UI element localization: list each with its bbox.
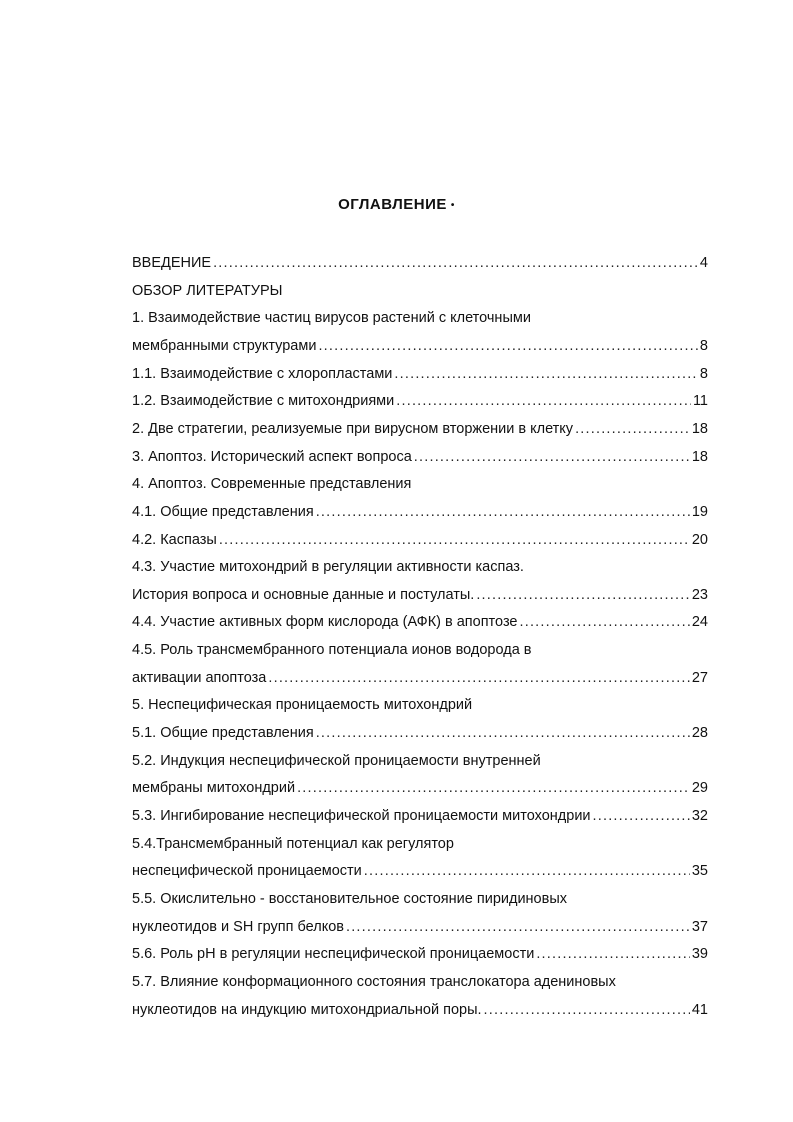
toc-entry xyxy=(132,972,708,992)
toc-entry xyxy=(132,695,708,715)
toc-entry-page: 19 xyxy=(691,504,708,520)
toc-leader-dots xyxy=(414,447,690,467)
toc-entry-title: 5. Неспецифическая проницаемость митохондрий xyxy=(132,697,473,713)
toc-entry-page: 18 xyxy=(691,421,708,437)
toc-leader-dots xyxy=(346,917,690,937)
toc-entry xyxy=(132,308,708,328)
toc-entry xyxy=(132,281,708,301)
toc-entry xyxy=(132,668,708,688)
toc-entry-title: нуклеотидов на индукцию митохондриальной поры. xyxy=(132,1002,482,1018)
toc-entry-page: 4 xyxy=(699,255,708,271)
toc-leader-dots xyxy=(316,502,690,522)
toc-entry-title: 5.3. Ингибирование неспецифической проницаемости митохондрии xyxy=(132,808,591,824)
toc-entry-title: 4.1. Общие представления xyxy=(132,504,314,520)
toc-leader-dots xyxy=(394,364,698,384)
toc-entry xyxy=(132,917,708,937)
toc-entry xyxy=(132,447,708,467)
title-text: ОГЛАВЛЕНИЕ xyxy=(338,196,447,213)
toc-entry xyxy=(132,502,708,522)
toc-leader-dots xyxy=(219,530,690,550)
toc-leader-dots xyxy=(297,778,690,798)
toc-entry xyxy=(132,391,708,411)
toc-entry-page: 27 xyxy=(691,670,708,686)
toc-entry xyxy=(132,585,708,605)
toc-entry-title: мембранными структурами xyxy=(132,338,317,354)
toc-entry-page: 37 xyxy=(691,919,708,935)
toc-entry-title: ОБЗОР ЛИТЕРАТУРЫ xyxy=(132,283,283,299)
toc-leader-dots xyxy=(213,253,698,273)
toc-entry xyxy=(132,1000,708,1020)
toc-entry-title: 4.5. Роль трансмембранного потенциала ионов водорода в xyxy=(132,642,532,658)
toc-entry-page: 8 xyxy=(699,338,708,354)
toc-entry-page: 8 xyxy=(699,366,708,382)
toc-entry-title: 5.7. Влияние конформационного состояния транслокатора адениновых xyxy=(132,974,616,990)
toc-leader-dots xyxy=(484,1000,690,1020)
toc-entry-title: ВВЕДЕНИЕ xyxy=(132,255,212,271)
toc-leader-dots xyxy=(536,944,690,964)
toc-entry-title: 4.4. Участие активных форм кислорода (АФК) в апоптозе xyxy=(132,614,518,630)
toc-entry-title: 5.4.Трансмембранный потенциал как регулятор xyxy=(132,836,454,852)
toc-entry-page: 32 xyxy=(691,808,708,824)
toc-entry-page: 11 xyxy=(692,393,708,409)
toc-leader-dots xyxy=(575,419,690,439)
toc-entry-page: 28 xyxy=(691,725,708,741)
toc-leader-dots xyxy=(476,585,690,605)
toc-entry-page: 35 xyxy=(691,863,708,879)
toc-leader-dots xyxy=(364,861,690,881)
toc-entry xyxy=(132,419,708,439)
title-mark: • xyxy=(450,199,455,211)
toc-entry-page: 20 xyxy=(691,532,708,548)
toc-entry-title: неспецифической проницаемости xyxy=(132,863,362,879)
toc-entry-page: 39 xyxy=(691,946,708,962)
toc-leader-dots xyxy=(318,336,697,356)
toc-entry-title: мембраны митохондрий xyxy=(132,780,296,796)
toc-entry xyxy=(132,557,708,577)
toc-leader-dots xyxy=(268,668,689,688)
toc-entry-title: активации апоптоза xyxy=(132,670,267,686)
toc-entry xyxy=(132,474,708,494)
toc-entry-title: 1.1. Взаимодействие с хлоропластами xyxy=(132,366,393,382)
toc-leader-dots xyxy=(520,612,690,632)
toc-entry xyxy=(132,640,708,660)
toc-entry-title: 4.2. Каспазы xyxy=(132,532,217,548)
toc-entry-title: 5.2. Индукция неспецифической проницаемости внутренней xyxy=(132,753,541,769)
toc-entry xyxy=(132,751,708,771)
toc-entry xyxy=(132,889,708,909)
toc-entry-title: 5.1. Общие представления xyxy=(132,725,314,741)
toc-entry-title: 2. Две стратегии, реализуемые при вирусном вторжении в клетку xyxy=(132,421,574,437)
toc-entry-title: 4. Апоптоз. Современные представления xyxy=(132,476,412,492)
toc-entry-title: 3. Апоптоз. Исторический аспект вопроса xyxy=(132,449,412,465)
toc-leader-dots xyxy=(593,806,690,826)
toc-entry xyxy=(132,723,708,743)
toc-entry-title: 4.3. Участие митохондрий в регуляции активности каспаз. xyxy=(132,559,524,575)
toc-entry xyxy=(132,364,708,384)
toc-entry xyxy=(132,336,708,356)
toc-entry-page: 24 xyxy=(691,614,708,630)
toc-entry-page: 29 xyxy=(691,780,708,796)
toc-entry-page: 41 xyxy=(691,1002,708,1018)
toc-leader-dots xyxy=(396,391,691,411)
toc-entry xyxy=(132,530,708,550)
toc-entry xyxy=(132,806,708,826)
toc-leader-dots xyxy=(316,723,690,743)
toc-entry-title: 5.5. Окислительно - восстановительное состояние пиридиновых xyxy=(132,891,567,907)
toc-entry xyxy=(132,778,708,798)
toc-entry-title: 1.2. Взаимодействие с митохондриями xyxy=(132,393,395,409)
toc-entry-page: 23 xyxy=(691,587,708,603)
toc-entry xyxy=(132,861,708,881)
toc-entry-title: 1. Взаимодействие частиц вирусов растений с клеточными xyxy=(132,310,531,326)
toc-entry-title: нуклеотидов и SH групп белков xyxy=(132,919,344,935)
toc-entry xyxy=(132,253,708,273)
toc-entry-title: 5.6. Роль pH в регуляции неспецифической проницаемости xyxy=(132,946,535,962)
toc-entry xyxy=(132,944,708,964)
toc-entry-page: 18 xyxy=(691,449,708,465)
toc-entry-title: История вопроса и основные данные и постулаты. xyxy=(132,587,475,603)
toc-entry xyxy=(132,612,708,632)
toc-entry xyxy=(132,834,708,854)
